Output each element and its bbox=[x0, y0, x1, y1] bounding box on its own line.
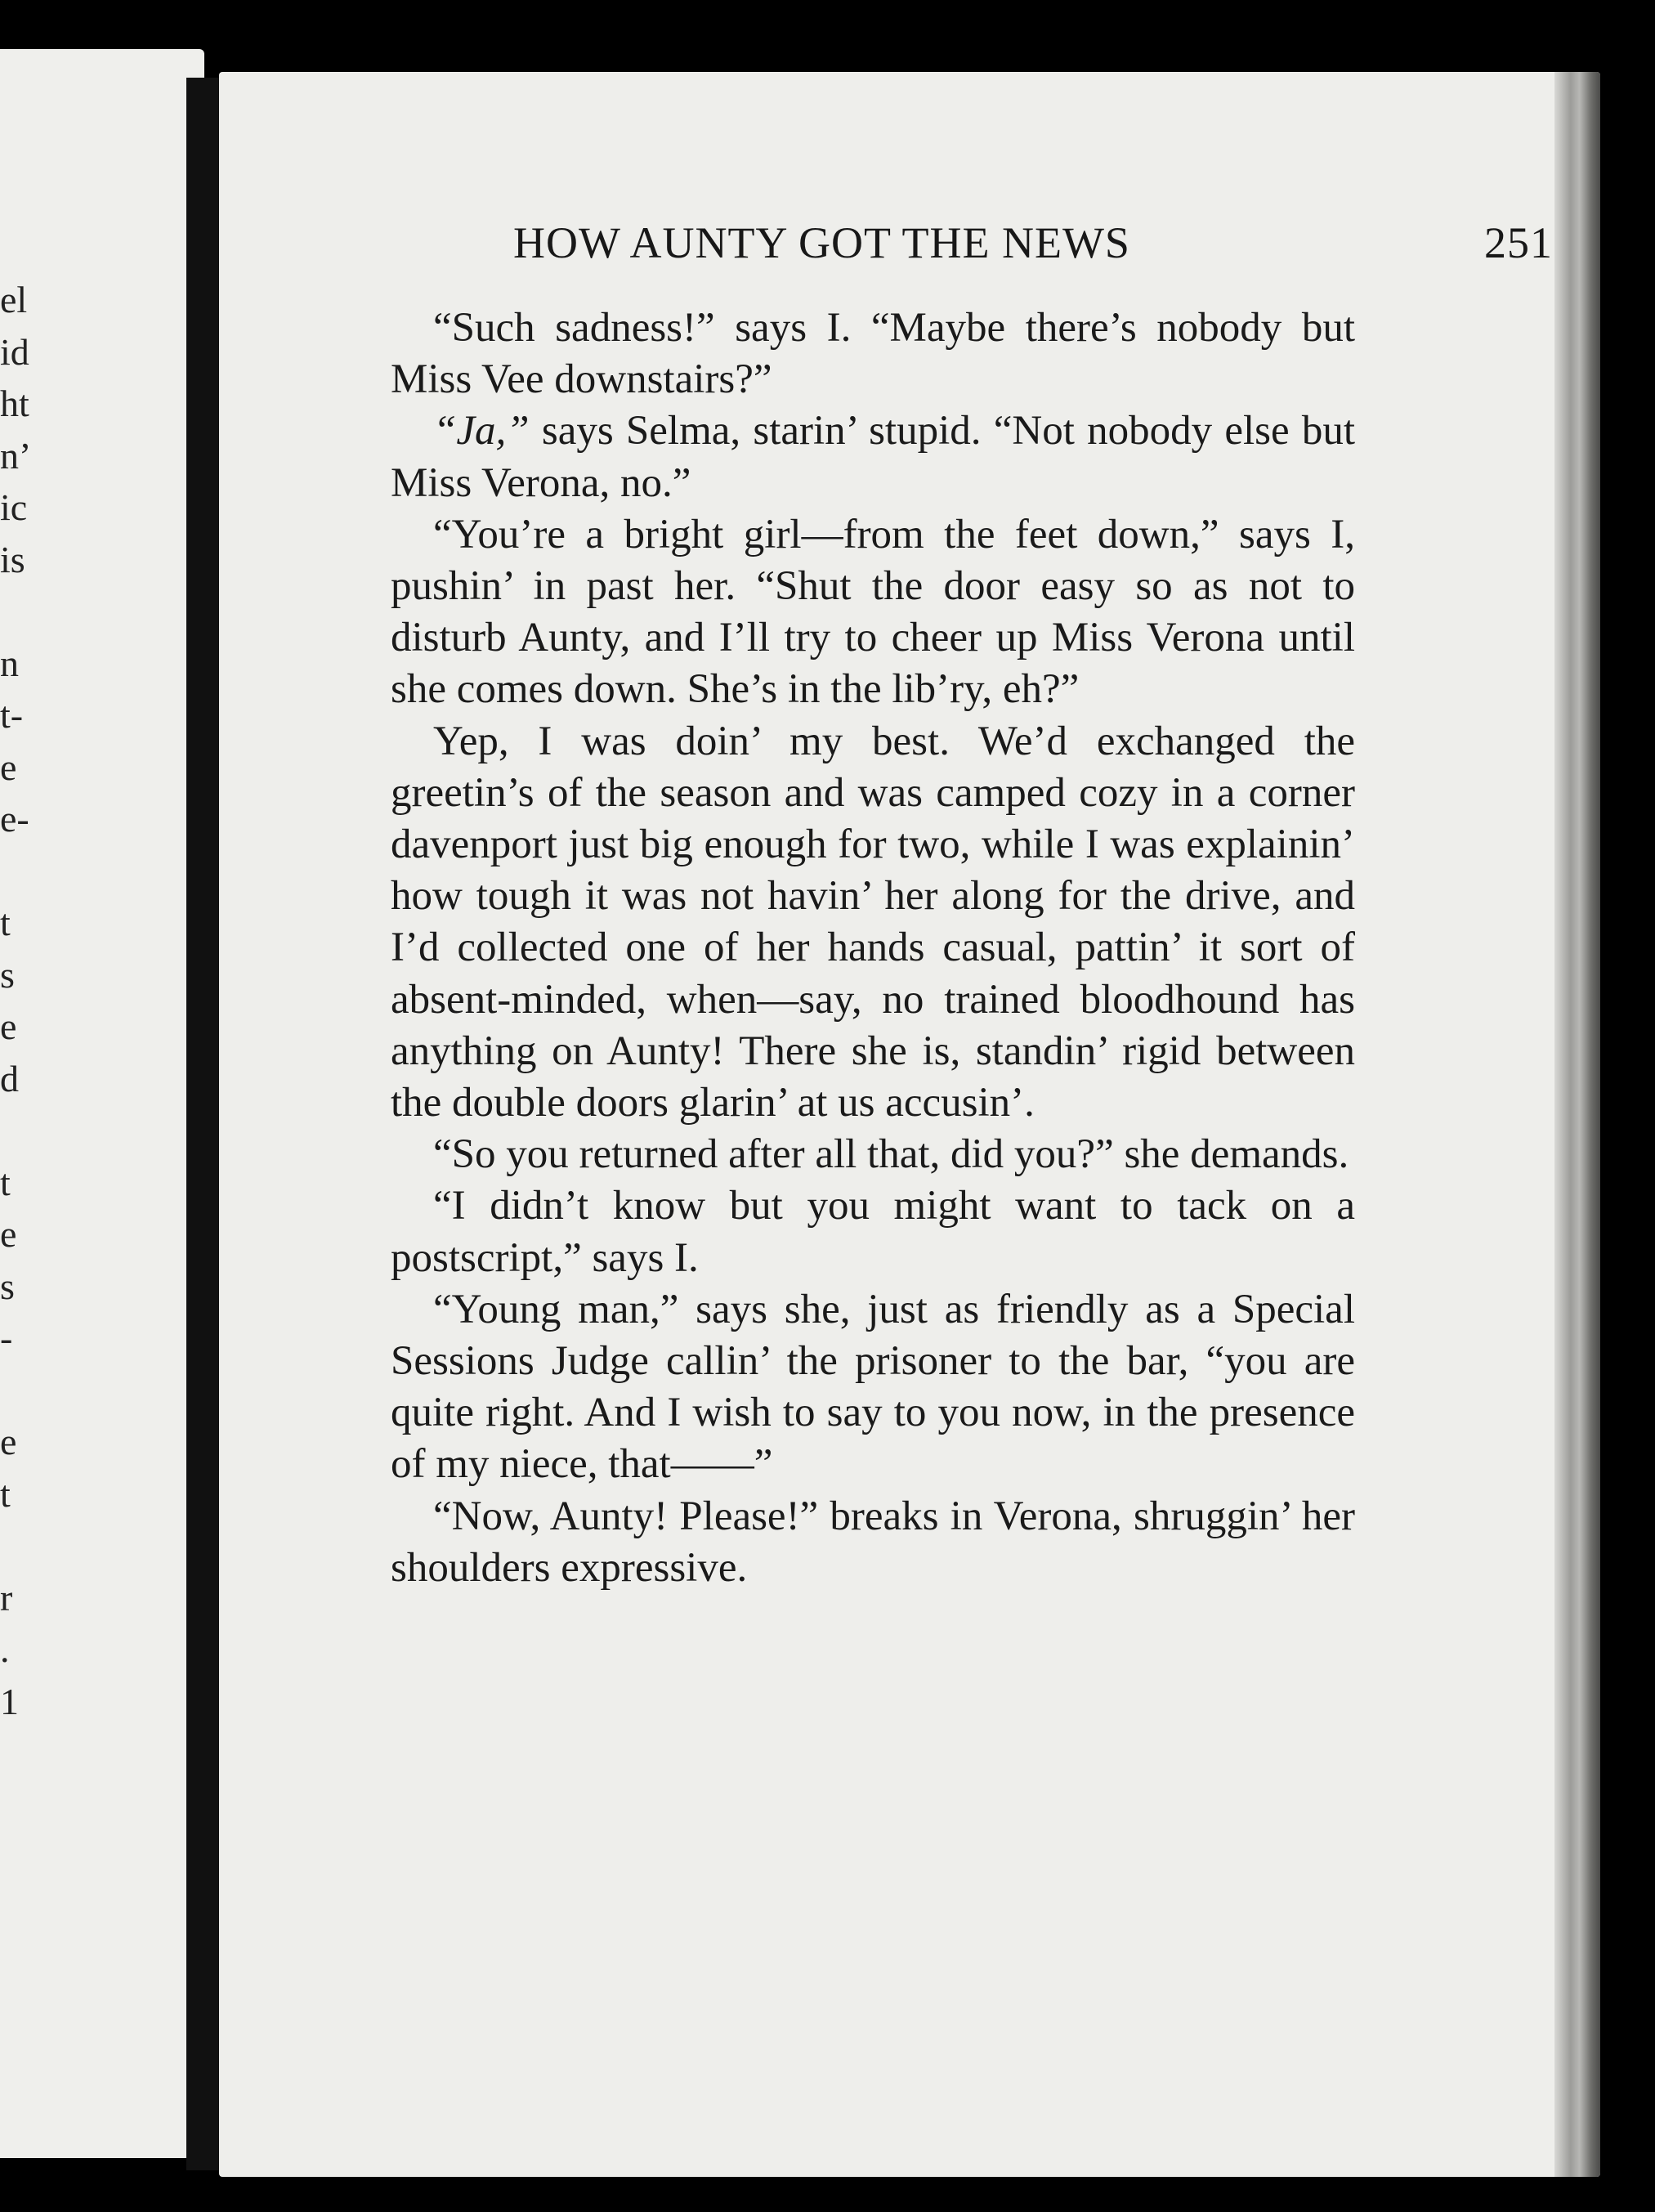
paragraph-text: says Selma, starin’ stupid. “Not nobody else but Miss Verona, no.” bbox=[391, 408, 1355, 506]
book-spine-gutter bbox=[186, 78, 222, 2170]
paragraph bbox=[391, 302, 1355, 405]
paragraph-text: “So you returned after all that, did you?” she demands. bbox=[433, 1131, 1349, 1178]
margin-fragment: t bbox=[0, 902, 11, 943]
paragraph bbox=[391, 716, 1355, 1130]
margin-fragment: t bbox=[0, 1161, 11, 1203]
margin-fragment: ic bbox=[0, 486, 28, 528]
margin-fragment: s bbox=[0, 953, 15, 996]
margin-fragment bbox=[0, 1104, 57, 1157]
paragraph bbox=[391, 405, 1355, 508]
margin-fragment bbox=[0, 585, 57, 638]
margin-fragment bbox=[0, 1364, 57, 1417]
margin-fragment: e- bbox=[0, 798, 29, 840]
margin-fragment: d bbox=[0, 1057, 19, 1099]
margin-fragment: 1 bbox=[0, 1680, 19, 1722]
left-page bbox=[0, 49, 204, 2158]
margin-fragment: n’ bbox=[0, 434, 32, 477]
left-page-margin-fragments bbox=[0, 274, 57, 1727]
paragraph bbox=[391, 1129, 1355, 1180]
running-head: HOW AUNTY GOT THE NEWS bbox=[513, 218, 1130, 267]
page-edge-shadow bbox=[1554, 72, 1600, 2177]
paragraph bbox=[391, 1180, 1355, 1283]
body-text bbox=[391, 302, 1355, 1594]
page-number: 251 bbox=[1484, 218, 1553, 267]
margin-fragment: r bbox=[0, 1576, 13, 1619]
margin-fragment: el bbox=[0, 279, 28, 320]
margin-fragment: id bbox=[0, 330, 29, 373]
margin-fragment: ht bbox=[0, 383, 29, 424]
margin-fragment: is bbox=[0, 538, 25, 580]
paragraph bbox=[391, 509, 1355, 716]
paragraph-text: “Such sadness!” says I. “Maybe there’s nobody but Miss Vee downstairs?” bbox=[391, 305, 1355, 403]
margin-fragment: . bbox=[0, 1628, 10, 1670]
margin-fragment bbox=[0, 1520, 57, 1572]
paragraph-text: “I didn’t know but you might want to tack on a postscript,” says I. bbox=[391, 1183, 1355, 1281]
paragraph bbox=[391, 1491, 1355, 1594]
margin-fragment: t bbox=[0, 1472, 11, 1515]
margin-fragment: - bbox=[0, 1317, 13, 1359]
paragraph-text: “You’re a bright girl—from the feet down,” says I, pushin’ in past her. “Shut the door easy so as not to disturb Aunty, and I’ll try to cheer up Miss Verona until she comes down. She’s in the lib’ry, eh?” bbox=[391, 511, 1355, 713]
margin-fragment: e bbox=[0, 746, 17, 788]
paragraph bbox=[391, 1284, 1355, 1491]
margin-fragment: e bbox=[0, 1213, 17, 1255]
right-page bbox=[219, 72, 1600, 2177]
margin-fragment: n bbox=[0, 642, 19, 684]
margin-fragment bbox=[0, 845, 57, 898]
margin-fragment: t- bbox=[0, 694, 24, 736]
margin-fragment: e bbox=[0, 1421, 17, 1462]
margin-fragment: s bbox=[0, 1265, 15, 1307]
paragraph-text: “Now, Aunty! Please!” breaks in Verona, shruggin’ her shoulders expressive. bbox=[391, 1493, 1355, 1591]
paragraph-text: Yep, I was doin’ my best. We’d exchanged the greetin’s of the season and was camped cozy in a corner davenport just big enough for two, while I was explainin’ how tough it was not havin’ her along for the drive, and I’d collected one of her hands casual, pattin’ it sort of absent-minded, when—say, no trained bloodhound has anything on Aunty! There she is, standin’ rigid between the double doors glarin’ at us accusin’. bbox=[391, 718, 1355, 1126]
margin-fragment: e bbox=[0, 1005, 17, 1047]
paragraph-italic-lead: “Ja,” bbox=[433, 408, 530, 454]
paragraph-text: “Young man,” says she, just as friendly as a Special Sessions Judge callin’ the prisoner to the bar, “you are quite right. And I wish to say to you now, in the presence of my niece, that——” bbox=[391, 1286, 1355, 1488]
